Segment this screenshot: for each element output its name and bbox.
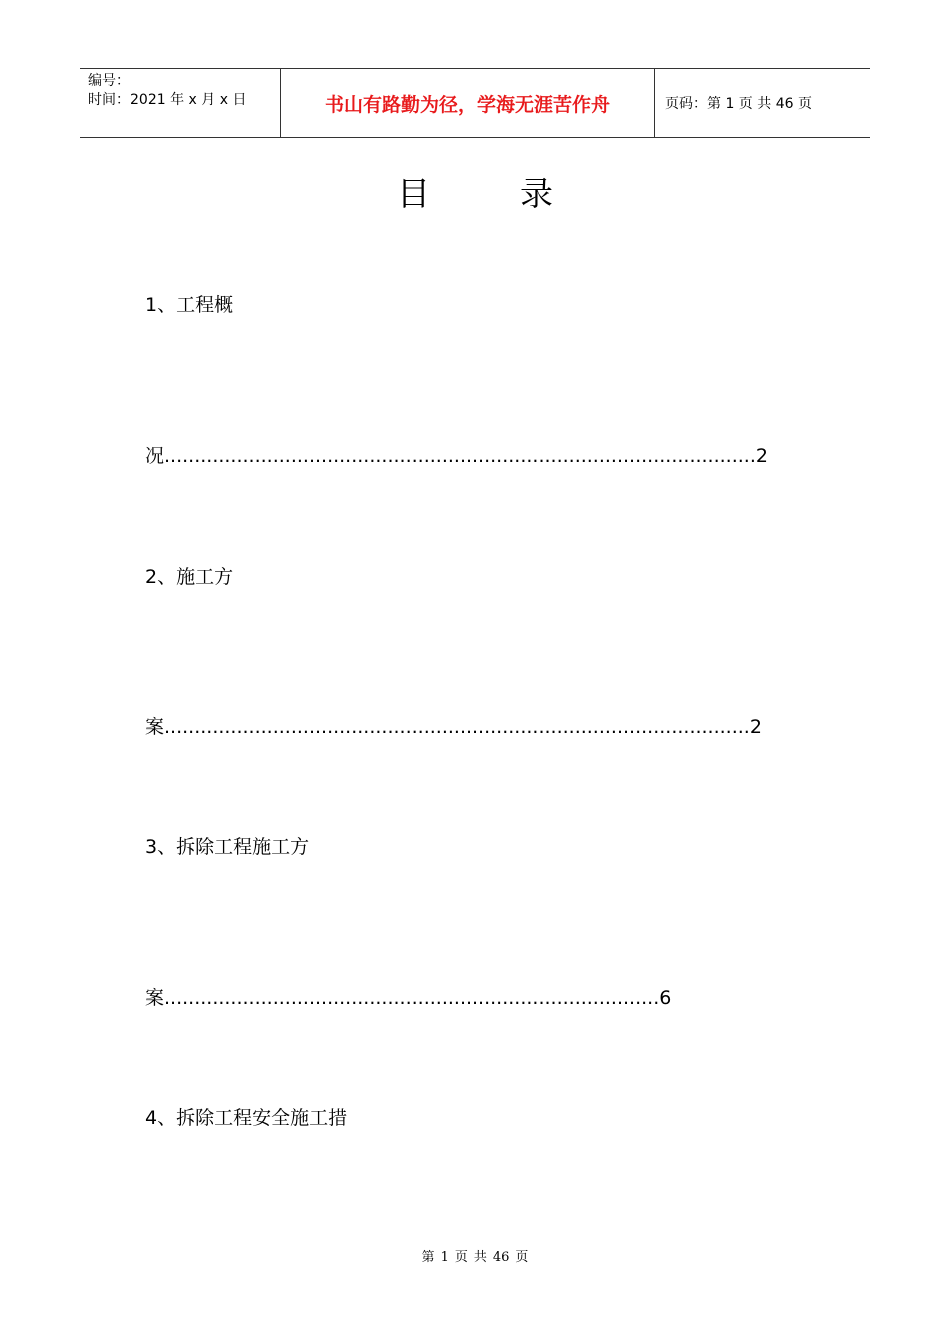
toc-item-3-entry: 案..................................................................................6 [145,987,672,1009]
toc-item-1-entry: 况..................................................................................................2 [145,445,768,467]
header-motto: 书山有路勤为径，学海无涯苦作舟 [281,69,655,137]
toc-item-3-heading: 3、拆除工程施工方 [145,836,310,858]
page-title [0,168,950,215]
page-header [80,68,870,138]
title-char-2: 录 [520,174,553,213]
page-footer [0,1246,950,1265]
footer-total-pages: 46 [492,1250,510,1265]
footer-word-ye-2: 页 [515,1250,529,1265]
footer-word-di: 第 [421,1250,435,1265]
footer-word-ye: 页 [454,1250,468,1265]
toc-item-2-heading: 2、施工方 [145,566,234,588]
toc-item-4-heading: 4、拆除工程安全施工措 [145,1107,348,1129]
footer-word-gong: 共 [473,1250,487,1265]
footer-page-number: 1 [440,1250,449,1265]
document-time-label: 时间：2021 年 x 月 x 日 [88,92,247,108]
header-page-info: 页码：第 1 页 共 46 页 [665,96,812,112]
toc-item-2-entry: 案.................................................................................................2 [145,716,762,738]
document-number-label: 编号： [88,73,130,89]
toc-item-1-heading: 1、工程概 [145,294,234,316]
title-char-1: 目 [397,174,430,213]
header-meta [80,69,281,137]
